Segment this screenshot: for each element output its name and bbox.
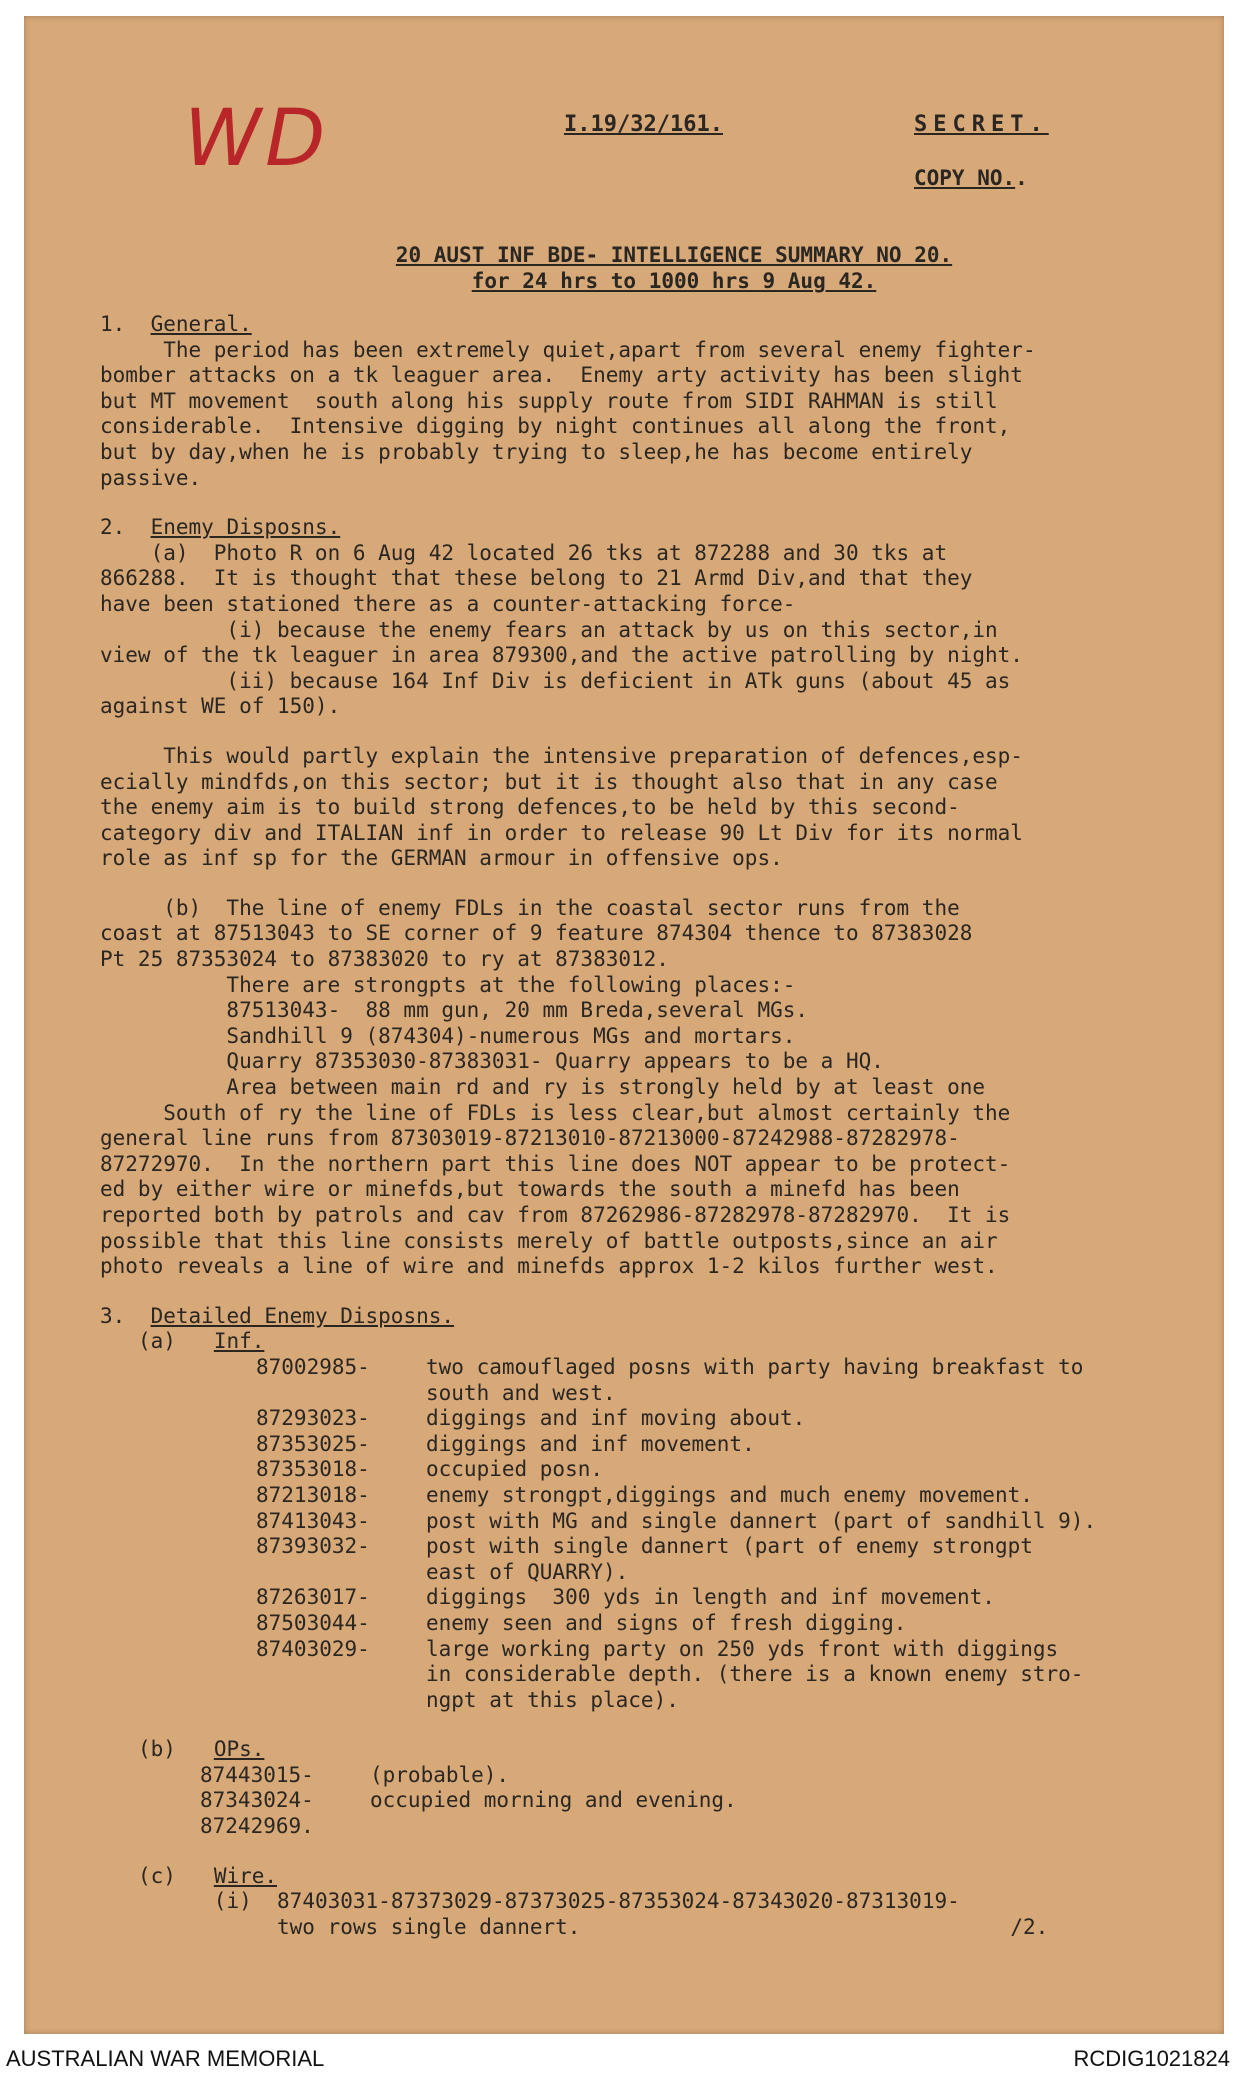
- list-item: [100, 1534, 1244, 1560]
- document-title: [314, 242, 1034, 294]
- list-item: [100, 1611, 1244, 1637]
- text-line: reported both by patrols and cav from 87262986-87282978-87282970. It is: [100, 1203, 1011, 1227]
- item-description: diggings 300 yds in length and inf movement.: [426, 1585, 995, 1610]
- item-description: enemy strongpt,diggings and much enemy movement.: [426, 1482, 1033, 1507]
- ops-list: [100, 1763, 1244, 1840]
- item-description: post with MG and single dannert (part of sandhill 9).: [426, 1508, 1097, 1533]
- classification-stamp: SECRET.: [914, 112, 1049, 137]
- grid-reference: 87263017-: [256, 1585, 370, 1610]
- item-continuation: in considerable depth. (there is a known enemy stro-: [426, 1662, 1084, 1687]
- text-line: There are strongpts at the following places:-: [100, 972, 796, 997]
- text-line: ed by either wire or minefds,but towards the south a minefd has been: [100, 1177, 960, 1202]
- text-line: considerable. Intensive digging by night continues all along the front,: [100, 414, 1011, 439]
- file-reference: I.19/32/161.: [564, 112, 723, 137]
- text-line: category div and ITALIAN inf in order to release 90 Lt Div for its normal: [100, 820, 1023, 845]
- item-description: diggings and inf movement.: [426, 1431, 755, 1456]
- footer-source: AUSTRALIAN WAR MEMORIAL: [6, 2046, 325, 2071]
- grid-reference: 87343024-: [200, 1788, 314, 1813]
- copy-suffix: .: [1015, 166, 1028, 190]
- subsection-heading: (b) OPs.: [137, 1737, 265, 1762]
- item-description: occupied morning and evening.: [370, 1788, 737, 1813]
- text-line: (a) Photo R on 6 Aug 42 located 26 tks at 872288 and 30 tks at: [100, 540, 948, 565]
- inf-list: [100, 1355, 1244, 1713]
- title-line: for 24 hrs to 1000 hrs 9 Aug 42.: [471, 269, 877, 293]
- text-line: (i) because the enemy fears an attack by us on this sector,in: [100, 617, 998, 642]
- grid-reference: 87353018-: [256, 1457, 370, 1482]
- item-description: enemy seen and signs of fresh digging.: [426, 1610, 907, 1635]
- list-item: [100, 1406, 1244, 1432]
- copy-label: COPY NO.: [914, 166, 1016, 190]
- title-line: 20 AUST INF BDE- INTELLIGENCE SUMMARY NO 20.: [395, 243, 953, 267]
- item-description: two camouflaged posns with party having breakfast to: [426, 1354, 1084, 1379]
- section-general-text: [100, 338, 1244, 492]
- grid-reference: 87213018-: [256, 1482, 370, 1507]
- text-line: possible that this line consists merely of battle outposts,since an air: [100, 1228, 998, 1253]
- text-line: ecially mindfds,on this sector; but it is thought also that in any case: [100, 769, 998, 794]
- text-line: The period has been extremely quiet,apart from several enemy fighter-: [100, 337, 1036, 362]
- list-item: [100, 1788, 1244, 1814]
- item-continuation: south and west.: [426, 1380, 616, 1405]
- grid-reference: 87002985-: [256, 1354, 370, 1379]
- list-item: [100, 1355, 1244, 1381]
- grid-reference: 87242969.: [200, 1814, 314, 1839]
- text-line: bomber attacks on a tk leaguer area. Enemy arty activity has been slight: [100, 363, 1023, 388]
- list-item: [100, 1763, 1244, 1789]
- copy-number: [914, 166, 1028, 190]
- text-line: but MT movement south along his supply route from SIDI RAHMAN is still: [100, 388, 998, 413]
- item-description: large working party on 250 yds front with diggings: [426, 1636, 1059, 1661]
- section-disposns-b: [100, 896, 1244, 1280]
- text-line: the enemy aim is to build strong defences,to be held by this second-: [100, 795, 960, 820]
- list-item: [100, 1814, 1244, 1840]
- text-line: Pt 25 87353024 to 87383020 to ry at 87383012.: [100, 947, 669, 972]
- text-line: Area between main rd and ry is strongly held by at least one: [100, 1075, 986, 1100]
- text-line: (ii) because 164 Inf Div is deficient in ATk guns (about 45 as: [100, 668, 1011, 693]
- list-item: [100, 1509, 1244, 1535]
- grid-reference: 87413043-: [256, 1508, 370, 1533]
- footer-id: RCDIG1021824: [1073, 2046, 1230, 2071]
- handwritten-annotation: WD: [184, 94, 330, 184]
- item-description: diggings and inf moving about.: [426, 1406, 806, 1431]
- grid-reference: 87443015-: [200, 1762, 314, 1787]
- document-body: [100, 312, 1244, 1940]
- text-line: 87513043- 88 mm gun, 20 mm Breda,several MGs.: [100, 998, 809, 1023]
- section-disposns-para: [100, 744, 1244, 872]
- section-heading: 2. Enemy Disposns.: [100, 515, 341, 540]
- grid-reference: 87503044-: [256, 1610, 370, 1635]
- list-item: [100, 1483, 1244, 1509]
- list-item: [100, 1585, 1244, 1611]
- list-item: [100, 1457, 1244, 1483]
- text-line: 866288. It is thought that these belong to 21 Armd Div,and that they: [100, 566, 973, 591]
- subsection-heading: (a) Inf.: [137, 1329, 265, 1354]
- text-line: general line runs from 87303019-87213010-87213000-87242988-87282978-: [100, 1126, 960, 1151]
- subsection-heading: (c) Wire.: [137, 1863, 278, 1888]
- text-line: coast at 87513043 to SE corner of 9 feature 874304 thence to 87383028: [100, 921, 973, 946]
- item-description: occupied posn.: [426, 1457, 604, 1482]
- section-heading: 3. Detailed Enemy Disposns.: [100, 1303, 455, 1328]
- list-item: [100, 1637, 1244, 1663]
- text-line: This would partly explain the intensive preparation of defences,esp-: [100, 743, 1023, 768]
- text-line: against WE of 150).: [100, 694, 341, 719]
- text-line: (b) The line of enemy FDLs in the coastal sector runs from the: [100, 895, 960, 920]
- wire-line: two rows single dannert. /2.: [277, 1914, 1049, 1939]
- item-description: post with single dannert (part of enemy strongpt: [426, 1534, 1033, 1559]
- section-heading: 1. General.: [100, 312, 252, 336]
- list-item: [100, 1432, 1244, 1458]
- item-description: (probable).: [370, 1762, 510, 1787]
- grid-reference: 87403029-: [256, 1636, 370, 1661]
- text-line: photo reveals a line of wire and minefds approx 1-2 kilos further west.: [100, 1254, 998, 1279]
- section-disposns-a: [100, 541, 1244, 720]
- text-line: 87272970. In the northern part this line does NOT appear to be protect-: [100, 1151, 1011, 1176]
- text-line: role as inf sp for the GERMAN armour in offensive ops.: [100, 846, 783, 871]
- wire-line: (i) 87403031-87373029-87373025-87353024-87343020-87313019-: [213, 1889, 960, 1914]
- grid-reference: 87353025-: [256, 1431, 370, 1456]
- text-line: but by day,when he is probably trying to sleep,he has become entirely: [100, 439, 973, 464]
- item-description: [370, 1814, 1244, 1840]
- text-line: view of the tk leaguer in area 879300,and the active patrolling by night.: [100, 643, 1023, 668]
- item-continuation: east of QUARRY).: [426, 1559, 629, 1584]
- item-continuation: ngpt at this place).: [426, 1687, 679, 1712]
- grid-reference: 87293023-: [256, 1406, 370, 1431]
- text-line: have been stationed there as a counter-attacking force-: [100, 591, 796, 616]
- text-line: South of ry the line of FDLs is less clear,but almost certainly the: [100, 1100, 1011, 1125]
- text-line: Sandhill 9 (874304)-numerous MGs and mortars.: [100, 1023, 796, 1048]
- text-line: Quarry 87353030-87383031- Quarry appears to be a HQ.: [100, 1049, 884, 1074]
- text-line: passive.: [100, 465, 202, 490]
- document-sheet: [24, 16, 1224, 2034]
- grid-reference: 87393032-: [256, 1534, 370, 1559]
